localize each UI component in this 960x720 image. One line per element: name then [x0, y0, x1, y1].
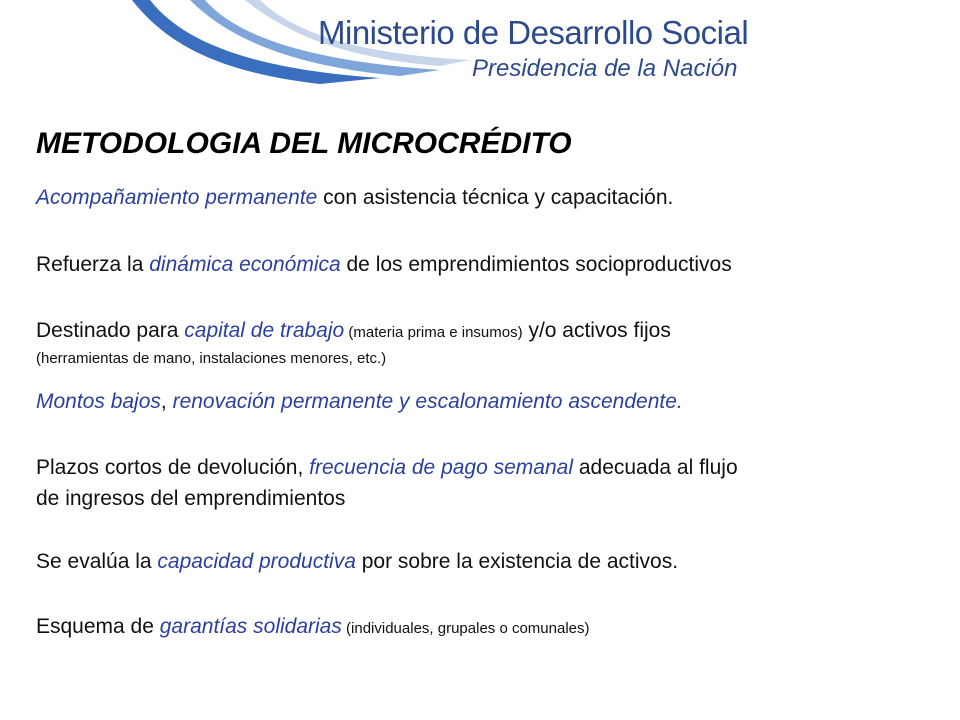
- small-note: (materia prima e insumos): [344, 324, 523, 341]
- paragraph-plazos: [36, 453, 738, 483]
- body-text: adecuada al flujo: [573, 456, 738, 479]
- body-text: Refuerza la: [36, 253, 150, 276]
- body-text: Esquema de: [36, 615, 160, 638]
- body-text: con asistencia técnica y capacitación.: [317, 186, 674, 209]
- ministry-name: Ministerio de Desarrollo Social: [318, 14, 749, 51]
- paragraph-dinamica: [36, 250, 732, 280]
- body-text: de los emprendimientos socioproductivos: [340, 253, 732, 276]
- highlight-text: capital de trabajo: [184, 319, 345, 342]
- body-text: por sobre la existencia de activos.: [355, 550, 679, 573]
- highlight-text: Montos bajos: [36, 390, 161, 413]
- paragraph-plazos-line2: [36, 484, 345, 514]
- paragraph-montos: [36, 387, 683, 417]
- highlight-text: frecuencia de pago semanal: [309, 456, 573, 479]
- highlight-text: garantías solidarias: [159, 615, 342, 638]
- highlight-text: dinámica económica: [149, 253, 341, 276]
- slide-title: METODOLOGIA DEL MICROCRÉDITO: [36, 127, 572, 160]
- paragraph-destinado-note: [36, 344, 386, 374]
- highlight-text: Acompañamiento permanente: [36, 186, 318, 209]
- highlight-text: capacidad productiva: [157, 550, 356, 573]
- ministry-subtitle: Presidencia de la Nación: [472, 55, 738, 82]
- body-text: ,: [160, 390, 173, 413]
- body-text: Se evalúa la: [36, 550, 158, 573]
- highlight-text: renovación permanente y escalonamiento ascendente.: [172, 390, 683, 413]
- paragraph-garantias: [36, 612, 590, 644]
- paragraph-capacidad: [36, 547, 678, 577]
- body-text: Plazos cortos de devolución,: [36, 456, 310, 479]
- body-text: Destinado para: [36, 319, 185, 342]
- small-note: (herramientas de mano, instalaciones menores, etc.): [36, 350, 387, 367]
- paragraph-acompanamiento: [36, 183, 673, 213]
- body-text: y/o activos fijos: [522, 319, 671, 342]
- body-text: de ingresos del emprendimientos: [36, 487, 346, 510]
- small-note: (individuales, grupales o comunales): [341, 620, 590, 637]
